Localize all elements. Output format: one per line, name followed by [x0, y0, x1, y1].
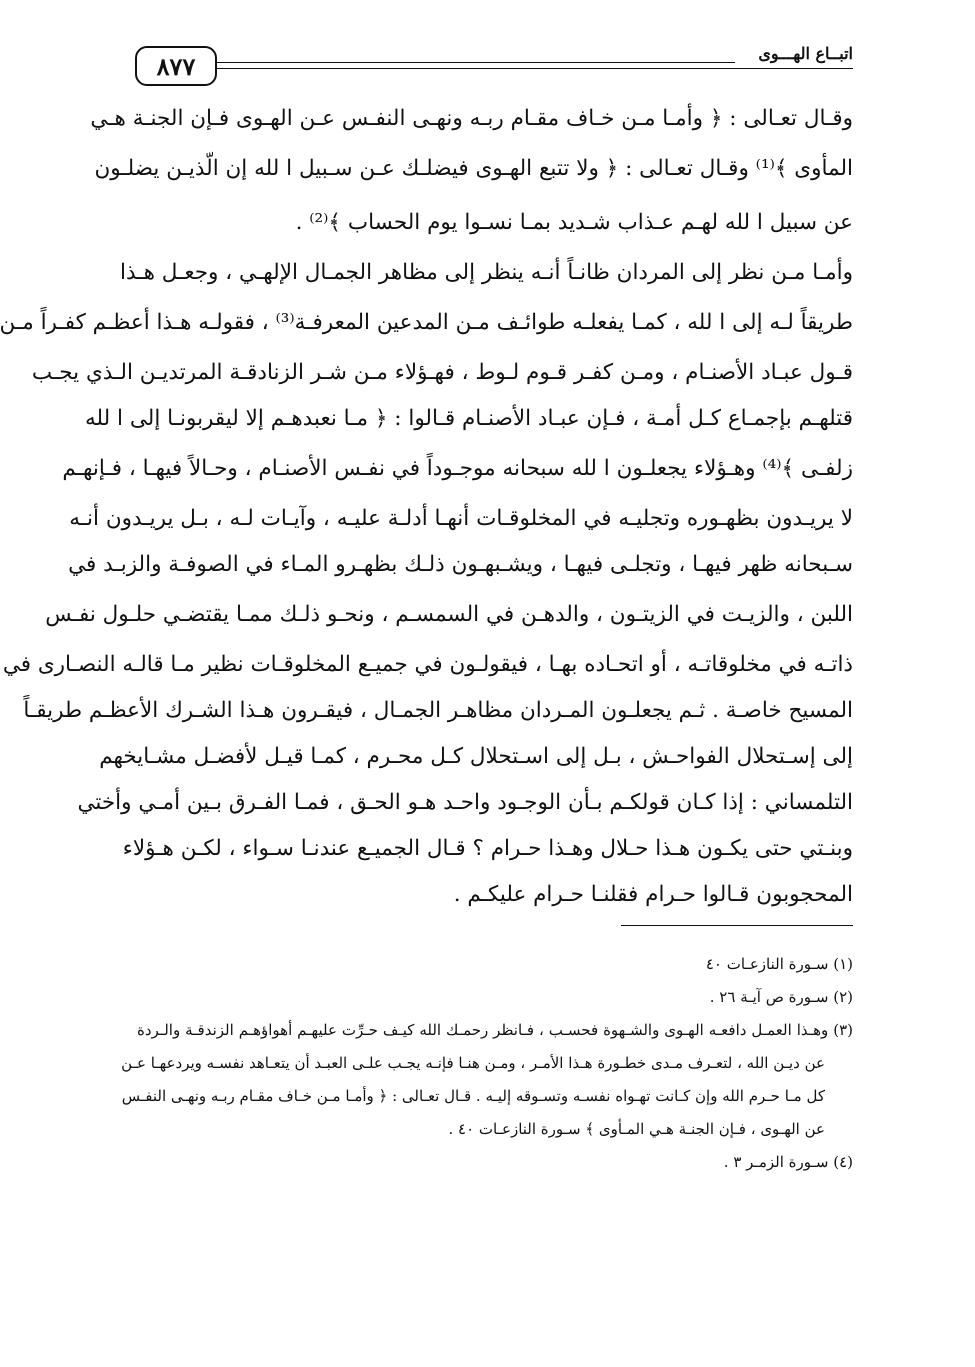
footnote: (٤) سـورة الزمـر ٣ . — [723, 1153, 853, 1171]
text-line: اللبن ، والزيـت في الزيتـون ، والدهـن في السمسـم ، ونحـو ذلـك ممـا يقتضـي حلـول نفـس — [45, 602, 853, 627]
text-line: ذاتـه في مخلوقاتـه ، أو اتحـاده بهـا ، فيقولـون في جميـع المخلوقـات نظير مـا قالـه النصـارى في — [2, 652, 853, 677]
page-header — [135, 42, 853, 92]
footnote: (٢) سـورة ص آيـة ٢٦ . — [709, 988, 853, 1006]
footnote-separator — [621, 925, 853, 926]
text-line: إلى إسـتحلال الفواحـش ، بـل إلى اسـتحلال كـل محـرم ، كمـا قيـل لأفضـل مشـايخهم — [99, 744, 853, 769]
main-text — [0, 96, 853, 918]
text-line: وأمـا مـن نظر إلى المردان ظانـاً أنـه ينظر إلى مظاهر الجمـال الإلهـي ، وجعـل هـذا — [120, 260, 853, 285]
page-number: ٨٧٧ — [135, 46, 217, 86]
text-line: طريقاً لـه إلى ا لله ، كمـا يفعلـه طوائـف مـن المدعين المعرفـة⁽³⁾ ، فقولـه هـذا أعظـم كفـراً مـن — [0, 310, 853, 335]
footnote-continuation: كل مـا حـرم الله وإن كـانت تهـواه نفسـه وتسـوقه إليـه . قـال تعـالى : ﴿ وأمـا مـن خـاف مقـام ربـه ونهـى النفـس — [121, 1087, 825, 1105]
text-line: لا يريـدون بظهـوره وتجليـه في المخلوقـات أنهـا أدلـة عليـه ، وآيـات لـه ، بـل يريـدون أنـه — [69, 506, 853, 531]
text-line: سـبحانه ظهر فيهـا ، وتجلـى فيهـا ، ويشـبهـون ذلـك بظهـرو المـاء في الصوفـة والزبـد في — [68, 552, 853, 577]
header-rule-top — [217, 62, 735, 63]
text-line: قتلهـم بإجمـاع كـل أمـة ، فـإن عبـاد الأصنـام قـالوا : ﴿ مـا نعبدهـم إلا ليقربونـا إلى ا لله — [85, 406, 853, 431]
footnote-continuation: عن ديـن الله ، لتعـرف مـدى خطـورة هـذا الأمـر ، ومـن هنـا فإنـه يجـب علـى العبـد أن يتعـاهد نفسـه ويردعهـا عـن — [121, 1054, 825, 1072]
text-line: المأوى ﴾⁽¹⁾ وقـال تعـالى : ﴿ ولا تتبع الهـوى فيضلـك عـن سـبيل ا لله إن الّذيـن يضلـون — [94, 156, 853, 181]
footnote-continuation: عن الهـوى ، فـإن الجنـة هـي المـأوى ﴾ سـورة النازعـات ٤٠ . — [448, 1120, 825, 1138]
text-line: قـول عبـاد الأصنـام ، ومـن كفـر قـوم لـوط ، فهـؤلاء مـن شـر الزنادقـة المرتديـن الـذي يجـب — [31, 360, 853, 385]
text-line: وقـال تعـالى : ﴿ وأمـا مـن خـاف مقـام ربـه ونهـى النفـس عـن الهـوى فـإن الجنـة هـي — [90, 106, 853, 131]
text-line: زلفـى ﴾⁽⁴⁾ وهـؤلاء يجعلـون ا لله سبحانه موجـوداً في نفـس الأصنـام ، وحـالاً فيهـا ، فـإنهـم — [62, 456, 853, 481]
running-title: اتبــاع الهـــوى — [752, 44, 853, 63]
text-line: المحجوبون قـالوا حـرام فقلنـا حـرام عليكـم . — [453, 882, 853, 907]
footnote: (١) سـورة النازعـات ٤٠ — [705, 955, 853, 973]
text-line: التلمساني : إذا كـان قولكـم بـأن الوجـود واحـد هـو الحـق ، فمـا الفـرق بـين أمـي وأختي — [77, 790, 853, 815]
text-line: المسيح خاصـة . ثـم يجعلـون المـردان مظاهـر الجمـال ، فيقـرون هـذا الشـرك الأعظـم طريقـاً — [23, 698, 853, 723]
footnotes — [121, 948, 853, 1179]
text-line: وبنـتي حتى يكـون هـذا حـلال وهـذا حـرام ؟ قـال الجميـع عندنـا سـواء ، لكـن هـؤلاء — [122, 836, 853, 861]
header-rule-bottom — [217, 68, 853, 69]
footnote: (٣) وهـذا العمـل دافعـه الهـوى والشـهوة فحسـب ، فـانظر رحمـك الله كيـف حـرِّت عليهـم أهواؤهـم الزندقـة والـردة — [137, 1021, 853, 1039]
text-line: عن سبيل ا لله لهـم عـذاب شـديد بمـا نسـوا يوم الحساب ﴾⁽²⁾ . — [295, 210, 853, 235]
